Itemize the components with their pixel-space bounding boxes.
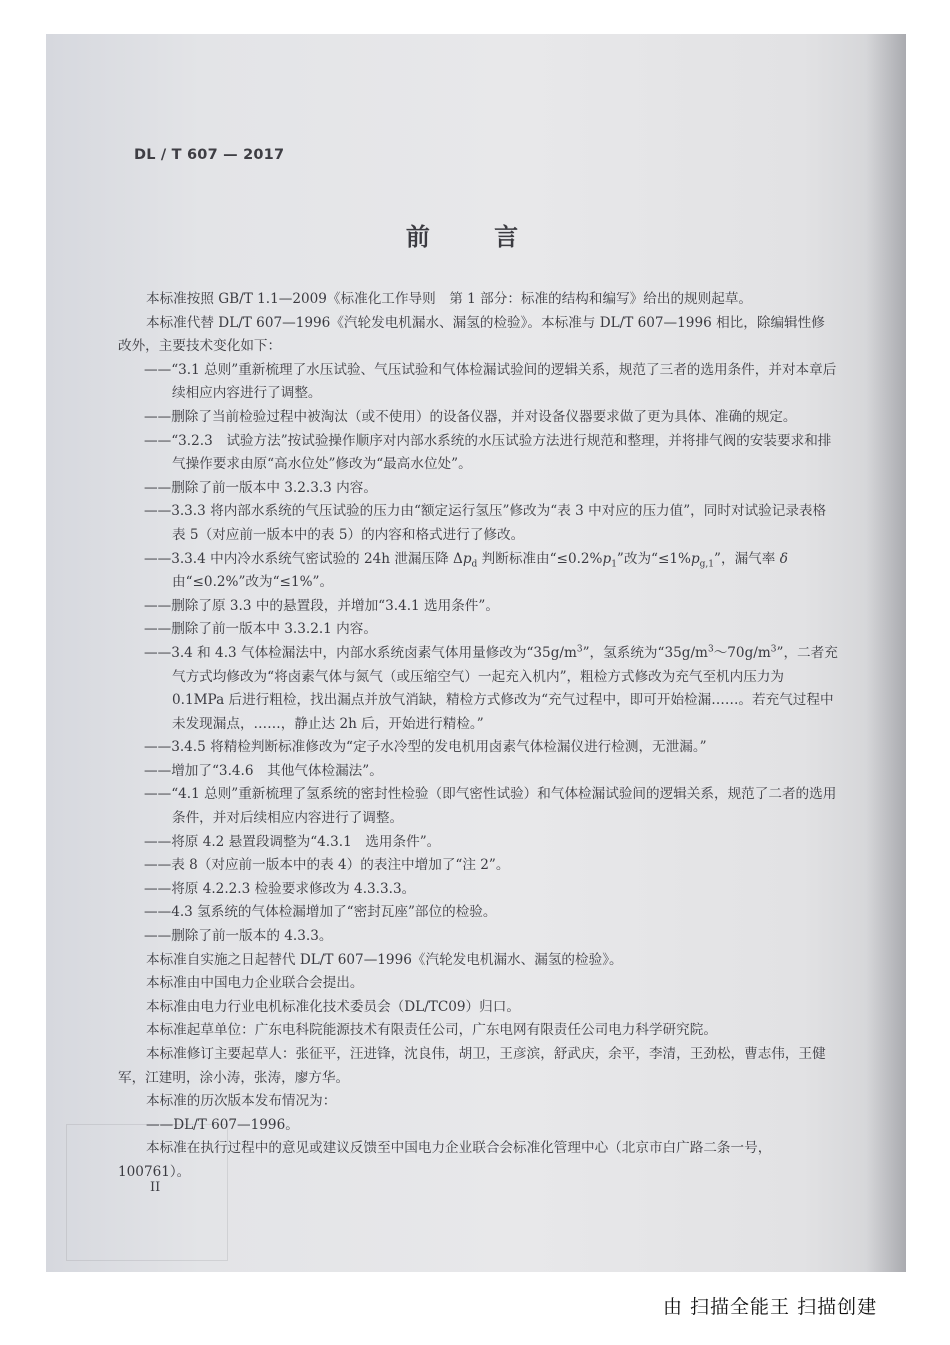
change-item: ——增加了“3.4.6 其他气体检漏法”。 [144, 762, 383, 779]
change-item: ——3.4.5 将精检判断标准修改为“定子水冷型的发电机用卤素气体检漏仪进行检测，无泄漏。” [144, 739, 707, 756]
standard-code-header: DL / T 607 — 2017 [134, 147, 285, 163]
paragraph: 本标准起草单位：广东电科院能源技术有限责任公司，广东电网有限责任公司电力科学研究院。 [146, 1022, 717, 1039]
paragraph: 本标准按照 GB/T 1.1—2009《标准化工作导则 第 1 部分：标准的结构和编写》给出的规则起草。 [146, 291, 753, 307]
paragraph: 本标准代替 DL/T 607—1996《汽轮发电机漏水、漏氢的检验》。本标准与 DL/T 607—1996 相比，除编辑性修改外，主要技术变化如下： [118, 314, 825, 355]
change-item-3-4 [118, 642, 838, 736]
symbol-p: p [462, 550, 472, 567]
change-item-3-3-4 [118, 548, 838, 595]
text-run: ——3.3.4 中内冷水系统气密试验的 24h 泄漏压降 Δ [144, 550, 463, 567]
text-run: ”，漏气率 [714, 550, 780, 567]
change-item: ——3.3.3 将内部水系统的气压试验的压力由“额定运行氢压”修改为“表 3 中对应的压力值”，同时对试验记录表格表 5（对应前一版本中的表 5）的内容和格式进行了修改。 [144, 503, 827, 543]
paragraph: 本标准的历次版本发布情况为： [146, 1093, 337, 1110]
symbol-delta: δ [779, 550, 788, 567]
previous-edition: ——DL/T 607—1996。 [146, 1116, 299, 1133]
change-item: ——删除了前一版本的 4.3.3。 [144, 928, 333, 945]
change-item: ——将原 4.2 悬置段调整为“4.3.1 选用条件”。 [144, 833, 441, 850]
text-run: 判断标准由“≤0.2% [477, 550, 603, 567]
superscript: 3 [770, 644, 777, 655]
change-item: ——“4.1 总则”重新梳理了氢系统的密封性检验（即气密性试验）和气体检漏试验间的逻辑关系，规范了二者的选用条件，并对后续相应内容进行了调整。 [144, 786, 837, 827]
preface-body [118, 288, 838, 1185]
paragraph: 本标准在执行过程中的意见或建议反馈至中国电力企业联合会标准化管理中心（北京市白广路二条一号，100761）。 [118, 1140, 772, 1180]
subscript: d [471, 559, 478, 570]
change-item: ——“3.1 总则”重新梳理了水压试验、气压试验和气体检漏试验间的逻辑关系，规范了三者的选用条件，并对本章后续相应内容进行了调整。 [144, 361, 837, 402]
subscript: 1 [611, 559, 617, 570]
symbol-p: p [602, 550, 612, 567]
text-run: ～70g/m [713, 644, 771, 661]
page-number: II [150, 1180, 161, 1195]
text-run: ”，二者充气方式均修改为“将卤素气体与氮气（或压缩空气）一起充入机内”，粗检方式修改为充气至机内压力为 0.1MPa 后进行粗检，找出漏点并放气消缺，精检方式修改为“充气过程中，即可开始检漏……。若充气过程中未发现漏点，……，静止达 2h 后，开始进行精检。” [172, 644, 838, 732]
superscript: 3 [707, 644, 714, 655]
text-run: ”改为“≤1% [616, 550, 691, 567]
paragraph: 本标准修订主要起草人：张征平，汪进锋，沈良伟，胡卫，王彦滨，舒武庆，余平，李清，王劲松，曹志伟，王健军，江建明，涂小涛，张涛，廖方华。 [118, 1046, 826, 1086]
superscript: 3 [576, 644, 583, 655]
paragraph: 本标准由电力行业电机标准化技术委员会（DL/TC09）归口。 [146, 998, 520, 1015]
change-item: ——将原 4.2.2.3 检验要求修改为 4.3.3.3。 [144, 880, 416, 897]
change-item: ——4.3 氢系统的气体检漏增加了“密封瓦座”部位的检验。 [144, 904, 497, 921]
change-item: ——删除了前一版本中 3.2.3.3 内容。 [144, 479, 377, 496]
paragraph: 本标准由中国电力企业联合会提出。 [146, 975, 364, 992]
page-title: 前 言 [405, 223, 547, 251]
change-item: ——表 8（对应前一版本中的表 4）的表注中增加了“注 2”。 [144, 857, 510, 874]
change-item: ——“3.2.3 试验方法”按试验操作顺序对内部水系统的水压试验方法进行规范和整理，并将排气阀的安装要求和排气操作要求由原“高水位处”修改为“最高水位处”。 [144, 432, 832, 473]
text-run: ”，氢系统为“35g/m [582, 644, 708, 661]
text-run: 由“≤0.2%”改为“≤1%”。 [172, 574, 334, 591]
paragraph: 本标准自实施之日起替代 DL/T 607—1996《汽轮发电机漏水、漏氢的检验》。 [146, 951, 623, 968]
subscript: g,1 [699, 559, 715, 570]
text-run: ——3.4 和 4.3 气体检漏法中，内部水系统卤素气体用量修改为“35g/m [144, 644, 577, 661]
change-item: ——删除了前一版本中 3.3.2.1 内容。 [144, 621, 377, 638]
scanner-watermark: 由 扫描全能王 扫描创建 [663, 1296, 878, 1318]
change-item: ——删除了原 3.3 中的悬置段，并增加“3.4.1 选用条件”。 [144, 597, 499, 614]
symbol-p: p [690, 550, 700, 567]
scanned-page-photo [46, 34, 906, 1272]
change-item: ——删除了当前检验过程中被淘汰（或不使用）的设备仪器，并对设备仪器要求做了更为具体、准确的规定。 [144, 408, 797, 425]
